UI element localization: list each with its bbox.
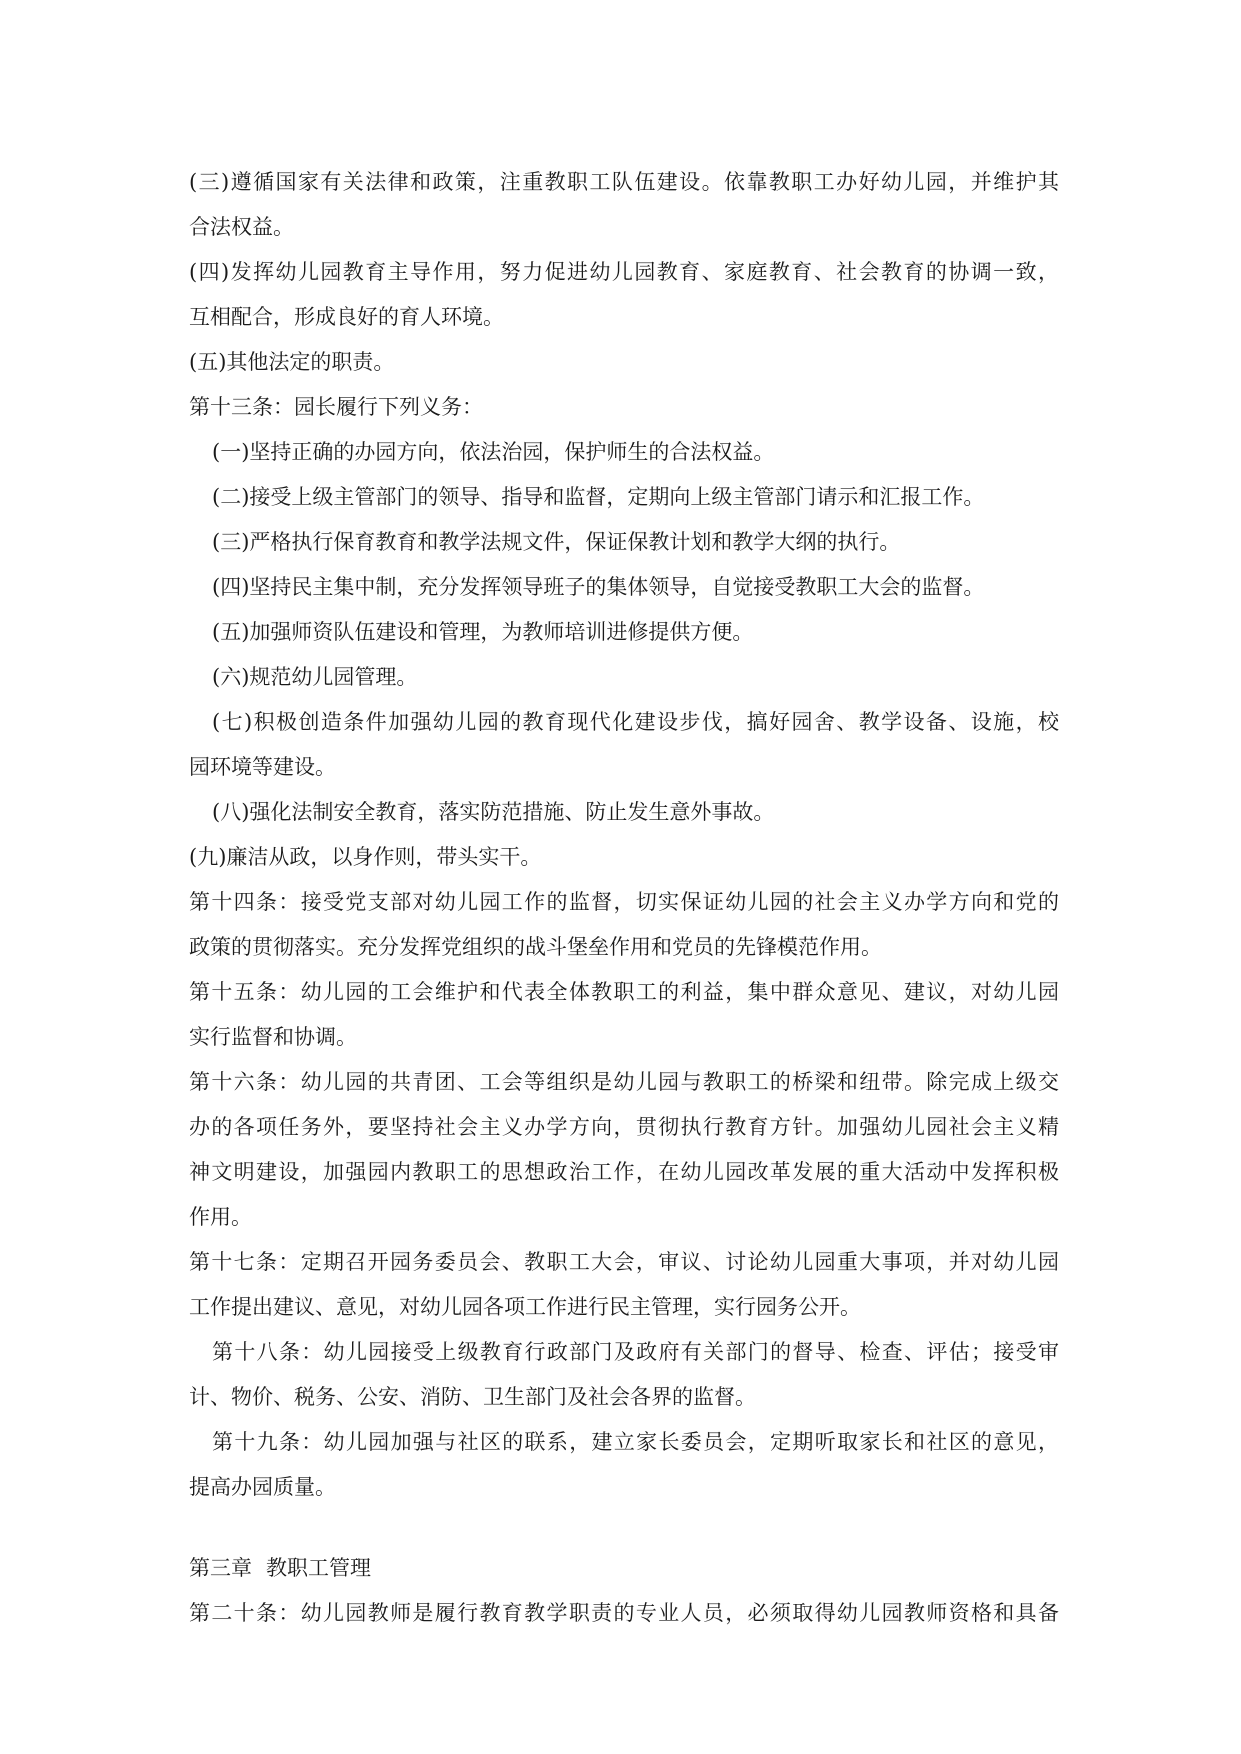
text-line: (九)廉洁从政，以身作则，带头实干。 bbox=[189, 845, 542, 869]
blank-line bbox=[189, 1510, 1059, 1546]
text-line: 园环境等建设。 bbox=[189, 755, 336, 779]
text-line: (七)积极创造条件加强幼儿园的教育现代化建设步伐，搞好园舍、教学设备、设施，校 bbox=[212, 710, 1059, 734]
chapter-number: 第三章 bbox=[189, 1556, 252, 1580]
chapter-heading bbox=[189, 1546, 1059, 1591]
text-line: (二)接受上级主管部门的领导、指导和监督，定期向上级主管部门请示和汇报工作。 bbox=[212, 485, 985, 509]
document-body bbox=[189, 160, 1059, 1636]
text-line: 实行监督和协调。 bbox=[189, 1025, 357, 1049]
text-line: (八)强化法制安全教育，落实防范措施、防止发生意外事故。 bbox=[212, 800, 775, 824]
text-line: 神文明建设，加强园内教职工的思想政治工作，在幼儿园改革发展的重大活动中发挥积极 bbox=[189, 1160, 1059, 1184]
text-line: 政策的贯彻落实。充分发挥党组织的战斗堡垒作用和党员的先锋模范作用。 bbox=[189, 935, 882, 959]
article-20-line: 第二十条：幼儿园教师是履行教育教学职责的专业人员，必须取得幼儿园教师资格和具备 bbox=[189, 1601, 1059, 1625]
text-line: 工作提出建议、意见，对幼儿园各项工作进行民主管理，实行园务公开。 bbox=[189, 1295, 861, 1319]
text-line: (五)其他法定的职责。 bbox=[189, 350, 395, 374]
text-line: 第十六条：幼儿园的共青团、工会等组织是幼儿园与教职工的桥梁和纽带。除完成上级交 bbox=[189, 1070, 1059, 1094]
text-line: 第十四条：接受党支部对幼儿园工作的监督，切实保证幼儿园的社会主义办学方向和党的 bbox=[189, 890, 1059, 914]
paragraph-lines bbox=[189, 160, 1059, 1510]
text-line: 第十九条：幼儿园加强与社区的联系，建立家长委员会，定期听取家长和社区的意见， bbox=[212, 1430, 1059, 1454]
text-line: (四)发挥幼儿园教育主导作用，努力促进幼儿园教育、家庭教育、社会教育的协调一致， bbox=[189, 260, 1059, 284]
text-line: (五)加强师资队伍建设和管理，为教师培训进修提供方便。 bbox=[212, 620, 754, 644]
text-line: 作用。 bbox=[189, 1205, 252, 1229]
text-line: 合法权益。 bbox=[189, 215, 294, 239]
text-line: 第十五条：幼儿园的工会维护和代表全体教职工的利益，集中群众意见、建议，对幼儿园 bbox=[189, 980, 1059, 1004]
text-line: (一)坚持正确的办园方向，依法治园，保护师生的合法权益。 bbox=[212, 440, 775, 464]
chapter-title: 教职工管理 bbox=[266, 1556, 371, 1580]
text-line: 提高办园质量。 bbox=[189, 1475, 336, 1499]
text-line: 办的各项任务外，要坚持社会主义办学方向，贯彻执行教育方针。加强幼儿园社会主义精 bbox=[189, 1115, 1059, 1139]
text-line: (四)坚持民主集中制，充分发挥领导班子的集体领导，自觉接受教职工大会的监督。 bbox=[212, 575, 985, 599]
text-line: (六)规范幼儿园管理。 bbox=[212, 665, 418, 689]
text-line: (三)遵循国家有关法律和政策，注重教职工队伍建设。依靠教职工办好幼儿园，并维护其 bbox=[189, 170, 1059, 194]
text-line: 互相配合，形成良好的育人环境。 bbox=[189, 305, 504, 329]
text-line: 第十七条：定期召开园务委员会、教职工大会，审议、讨论幼儿园重大事项，并对幼儿园 bbox=[189, 1250, 1059, 1274]
text-line: 第十八条：幼儿园接受上级教育行政部门及政府有关部门的督导、检查、评估；接受审 bbox=[212, 1340, 1059, 1364]
text-line: 计、物价、税务、公安、消防、卫生部门及社会各界的监督。 bbox=[189, 1385, 756, 1409]
text-line: (三)严格执行保育教育和教学法规文件，保证保教计划和教学大纲的执行。 bbox=[212, 530, 901, 554]
text-line: 第十三条：园长履行下列义务： bbox=[189, 395, 483, 419]
